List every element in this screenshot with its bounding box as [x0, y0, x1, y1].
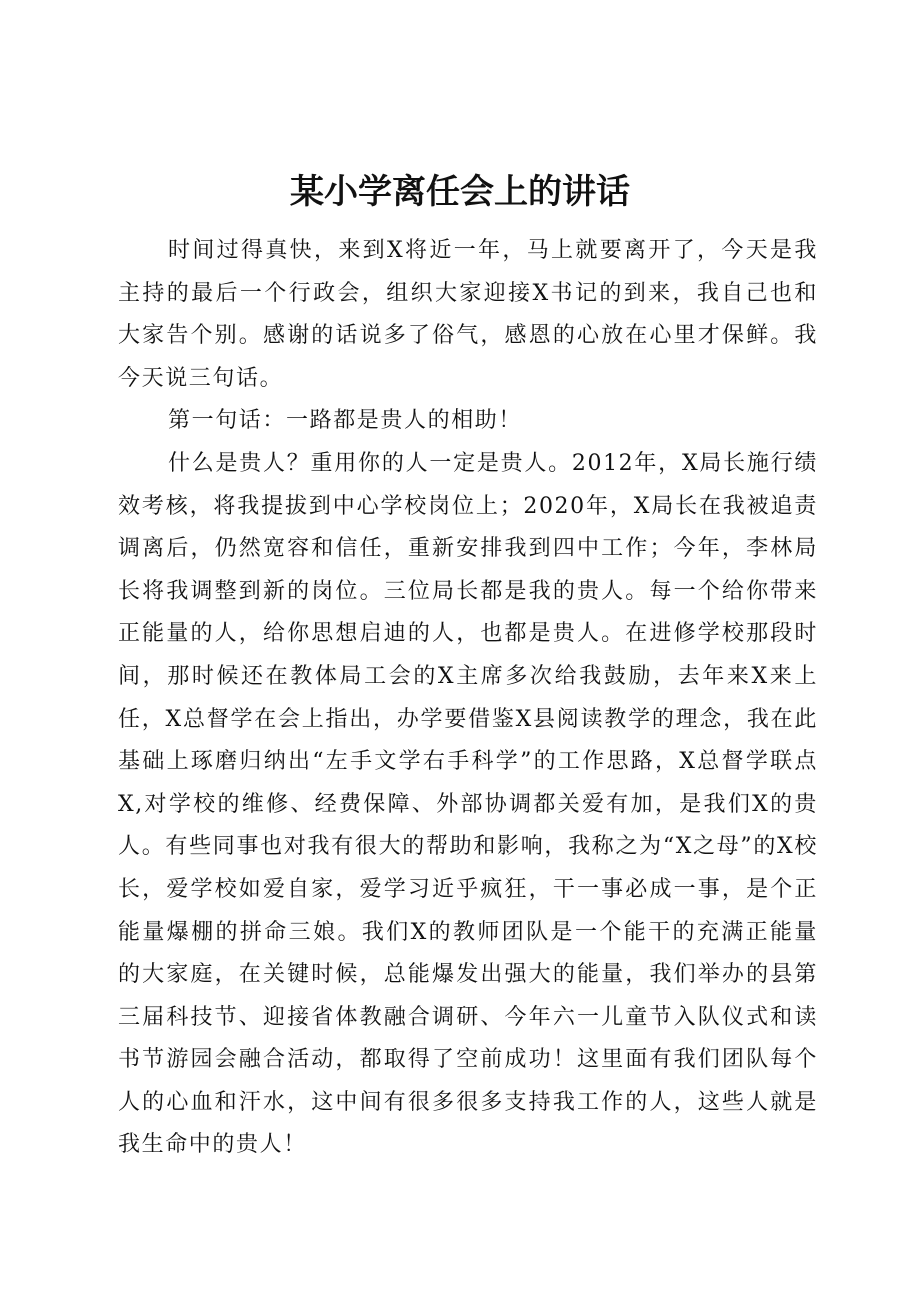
paragraph-intro: 时间过得真快，来到X将近一年，马上就要离开了，今天是我主持的最后一个行政会，组织大家迎接X书记的到来，我自己也和大家告个别。感谢的话说多了俗气，感恩的心放在心里才保鲜。我今天说三句话。	[118, 238, 818, 391]
page-title: 某小学离任会上的讲话	[290, 172, 630, 212]
document-body	[118, 230, 818, 1167]
paragraph-benefactors: 什么是贵人？重用你的人一定是贵人。2012年，X局长施行绩效考核，将我提拔到中心学校岗位上；2020年，X局长在我被追责调离后，仍然宽容和信任，重新安排我到四中工作；今年，李林局长将我调整到新的岗位。三位局长都是我的贵人。每一个给你带来正能量的人，给你思想启迪的人，也都是贵人。在进修学校那段时间，那时候还在教体局工会的X主席多次给我鼓励，去年来X来上任，X总督学在会上指出，办学要借鉴X县阅读教学的理念，我在此基础上琢磨归纳出“左手文学右手科学”的工作思路，X总督学联点X,对学校的维修、经费保障、外部协调都关爱有加，是我们X的贵人。有些同事也对我有很大的帮助和影响，我称之为“X之母”的X校长，爱学校如爱自家，爱学习近乎疯狂，干一事必成一事，是个正能量爆棚的拼命三娘。我们X的教师团队是一个能干的充满正能量的大家庭，在关键时候，总能爆发出强大的能量，我们举办的县第三届科技节、迎接省体教融合调研、今年六一儿童节入队仪式和读书节游园会融合活动，都取得了空前成功！这里面有我们团队每个人的心血和汗水，这中间有很多很多支持我工作的人，这些人就是我生命中的贵人！	[118, 450, 818, 1158]
paragraph-first-point: 第一句话：一路都是贵人的相助！	[168, 408, 523, 434]
